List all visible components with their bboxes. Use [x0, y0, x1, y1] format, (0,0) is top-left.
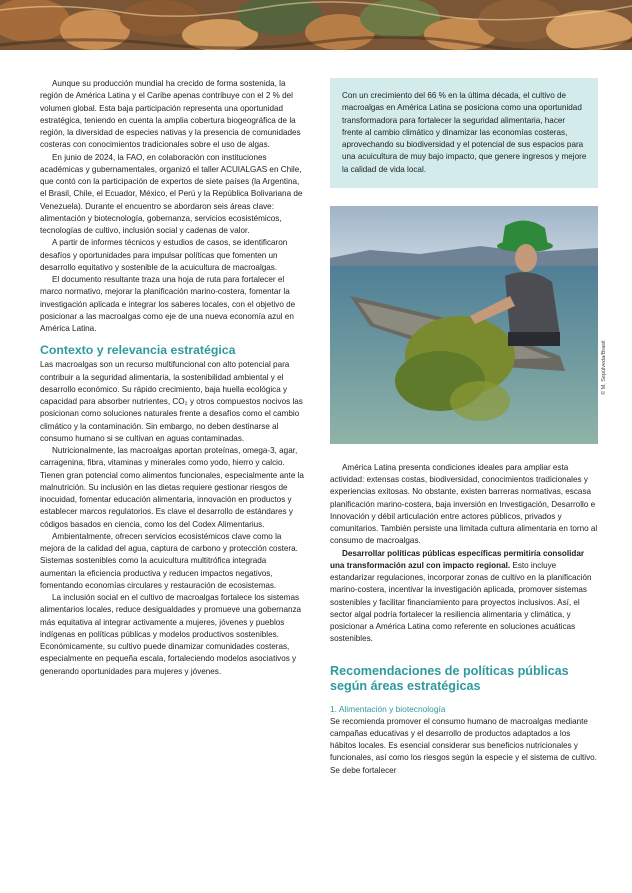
left-column — [40, 78, 304, 678]
context-paragraph-3: Ambientalmente, ofrecen servicios ecosistémicos clave como la mejora de la calidad del agua, captura de carbono y protección costera. Sistemas sostenibles como la acuicultura multitrófica integrada aumentan la eficiencia productiva y reducen impactos negativos, fomentando economías circulares y restauración de ecosistemas. — [40, 531, 298, 590]
photo-illustration — [330, 206, 598, 444]
right-paragraph-2-rest: Esto incluye estandarizar regulaciones, incorporar zonas de cultivo en la planificación marino-costera, incentivar la investigación aplicada, promover sistemas sostenibles y facilitar financiamiento para proyectos inclusivos. Así, el sector algal podría fortalecer la resiliencia alimentaria y climática, y posicionar a América Latina como referente en soluciones acuáticas sostenibles. — [330, 560, 592, 644]
highlight-text: Con un crecimiento del 66 % en la última década, el cultivo de macroalgas en América Latina se posiciona como una oportunidad transformadora para fortalecer la seguridad alimentaria, hacer frente al cambio climático y dinamizar las economías costeras, aprovechando su biodiversidad y el potencial de sus espacios para una acuicultura de muy bajo impacto, que genere ingresos y mejore la calidad de vida local. — [342, 91, 587, 174]
intro-paragraph-1: Aunque su producción mundial ha crecido de forma sostenida, la región de América Latina y el Caribe apenas contribuye con el 2 % del volumen global. Esta baja participación representa una oportunidad estratégica, teniendo en cuenta la amplia cobertura biogeográfica de la región, la diversidad de especies nativas y la presencia de comunidades costeras con conocimientos tradicionales sobre el uso de algas. — [40, 79, 301, 150]
photo-credit: © M. Sepúlveda/Brasil — [601, 340, 607, 395]
right-paragraph-2-bold: Desarrollar políticas públicas específicas permitiría consolidar una transformación azul con impacto regional. — [330, 548, 585, 570]
context-paragraph-2: Nutricionalmente, las macroalgas aportan proteínas, omega-3, agar, carragenina, fibra, vitaminas y minerales como yodo, hierro y calcio. Tienen gran potencial como alimentos funcionales, especialmente ante la malnutrición. Su inclusión en las dietas requiere gestionar riesgos de inocuidad, fomentar educación alimentaria, innovación en productos y establecer marcos regulatorios. Es clave el desarrollo de estándares y códigos basados en ciencia, como los del Codex Alimentarius. — [40, 446, 304, 529]
intro-paragraph-2: En junio de 2024, la FAO, en colaboración con instituciones académicas y gubernamentales, organizó el taller ACUIALGAS en Chile, que contó con la participación de expertos de siete países (la Argentina, el Brasil, Chile, el Ecuador, México, el Perú y la República Bolivariana de Venezuela). Durante el encuentro se abordaron seis áreas clave: alimentación y biotecnología, gobernanza, servicios ecosistémicos, tecnologías de cultivo, inclusión social y cadenas de valor. — [40, 152, 303, 235]
seaweed-farmer-photo — [330, 206, 598, 444]
right-paragraph-2 — [330, 548, 598, 646]
subsection-title-alimentacion: 1. Alimentación y biotecnología — [330, 703, 446, 714]
section-title-recomendaciones: Recomendaciones de políticas públicas según áreas estratégicas — [330, 663, 569, 693]
header-seaweed-banner — [0, 0, 632, 50]
intro-paragraph-4: El documento resultante traza una hoja de ruta para fortalecer el marco normativo, mejorar la planificación marino-costera, fomentar la investigación aplicada e integrar los saberes locales, con el objetivo de posicionar a las macroalgas como eje de una nueva economía azul en América Latina. — [40, 275, 296, 333]
subsection-paragraph: Se recomienda promover el consumo humano de macroalgas mediante campañas educativas y el desarrollo de productos adaptados a los hábitos locales. Es esencial considerar sus beneficios nutricionales y funcionales, así como los riesgos según la especie y el sistema de cultivo. Se debe fortalecer — [330, 716, 597, 775]
seaweed-banner-illustration — [0, 0, 632, 50]
highlight-box — [330, 78, 598, 188]
intro-paragraph-3: A partir de informes técnicos y estudios de casos, se identificaron desafíos y oportunidades para impulsar políticas que fomenten un desarrollo equitativo y sostenible de la acuicultura de macroalgas. — [40, 238, 288, 272]
context-paragraph-1: Las macroalgas son un recurso multifuncional con alto potencial para contribuir a la seguridad alimentaria, la sostenibilidad ambiental y el desarrollo económico. Su rápido crecimiento, baja huella ecológica y capacidad para absorber nutrientes, CO₂ y otros compuestos nocivos las posicionan como soluciones naturales frente a desafíos como el cambio climático y la contaminación. Sin embargo, no deben destinarse al consumo humano si se cultivan en aguas contaminadas. — [40, 360, 303, 443]
right-paragraph-1: América Latina presenta condiciones ideales para ampliar esta actividad: extensas costas, biodiversidad, conocimientos tradicionales y experiencias exitosas. No obstante, existen barreras normativas, escasa planificación marino-costera, baja inversión en Investigación, Desarrollo e Innovación y débil articulación entre actores públicos, privados y comunitarios. También persiste una limitada cultura alimentaria en torno al consumo de macroalgas. — [330, 462, 598, 546]
section-title-contexto: Contexto y relevancia estratégica — [40, 343, 236, 358]
right-column — [330, 78, 598, 777]
context-paragraph-4: La inclusión social en el cultivo de macroalgas fortalece los sistemas alimentarios locales, reduce desigualdades y promueve una gobernanza más equitativa al integrar activamente a mujeres, jóvenes y pueblos indígenas en políticas públicas y modelos productivos sostenibles. Económicamente, su cultivo puede dinamizar comunidades costeras, especialmente en pequeña escala, fortaleciendo modelos asociativos y generando oportunidades para mujeres y jóvenes. — [40, 593, 302, 676]
